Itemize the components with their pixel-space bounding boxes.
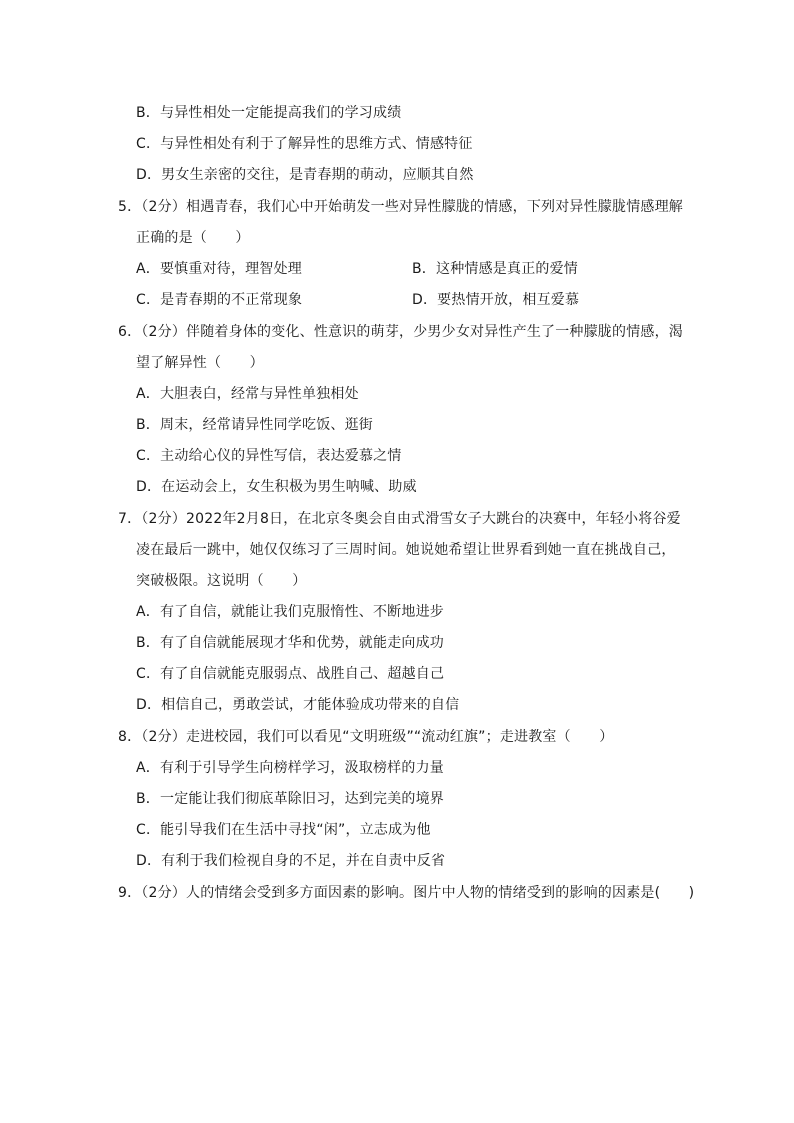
q8-option-b: B．一定能让我们彻底革除旧习，达到完美的境界 xyxy=(136,791,445,807)
q8-option-d: D．有利于我们检视自身的不足，并在自责中反省 xyxy=(136,853,446,869)
q6-stem-line1: 6．（2分）伴随着身体的变化、性意识的萌芽，少男少女对异性产生了一种朦胧的情感，渴 xyxy=(118,324,684,340)
q5-stem-line1: 5．（2分）相遇青春，我们心中开始萌发一些对异性朦胧的情感，下列对异性朦胧情感理解 xyxy=(118,199,684,215)
q7-option-c: C．有了自信就能克服弱点、战胜自己、超越自己 xyxy=(136,666,445,682)
q4-option-c: C．与异性相处有利于了解异性的思维方式、情感特征 xyxy=(136,136,473,152)
q6-option-b: B．周末，经常请异性同学吃饭、逛街 xyxy=(136,417,374,433)
q7-option-d: D．相信自己，勇敢尝试，才能体验成功带来的自信 xyxy=(136,697,460,713)
q7-option-a: A．有了自信，就能让我们克服惰性、不断地进步 xyxy=(136,604,444,620)
q7-option-b: B．有了自信就能展现才华和优势，就能走向成功 xyxy=(136,635,445,651)
q8-option-a: A．有利于引导学生向榜样学习，汲取榜样的力量 xyxy=(136,760,444,776)
q7-stem-line1: 7．（2分）2022年2月8日，在北京冬奥会自由式滑雪女子大跳台的决赛中，年轻小将谷爱 xyxy=(118,511,681,527)
q5-option-a: A．要慎重对待，理智处理 xyxy=(136,261,302,277)
q6-stem-line2: 望了解异性（ ） xyxy=(136,355,264,371)
q5-stem-line2: 正确的是（ ） xyxy=(136,230,250,246)
q8-stem-line1: 8．（2分）走进校园，我们可以看见“文明班级”“流动红旗”；走进教室（ ） xyxy=(118,729,614,745)
q4-option-b: B．与异性相处一定能提高我们的学习成绩 xyxy=(136,105,402,121)
q5-option-d: D．要热情开放，相互爱慕 xyxy=(412,292,580,308)
q5-option-b: B．这种情感是真正的爱情 xyxy=(412,261,579,277)
q6-option-d: D．在运动会上，女生积极为男生呐喊、助威 xyxy=(136,479,417,495)
q4-option-d: D．男女生亲密的交往，是青春期的萌动，应顺其自然 xyxy=(136,167,474,183)
q7-stem-line3: 突破极限。这说明（ ） xyxy=(136,573,307,589)
q7-stem-line2: 凌在最后一跳中，她仅仅练习了三周时间。她说她希望让世界看到她一直在挑战自己， xyxy=(136,542,676,558)
q6-option-c: C．主动给心仪的异性写信，表达爱慕之情 xyxy=(136,448,402,464)
q8-option-c: C．能引导我们在生活中寻找“闲”，立志成为他 xyxy=(136,822,431,838)
q9-stem-line1: 9．（2分）人的情绪会受到多方面因素的影响。图片中人物的情绪受到的影响的因素是( ) xyxy=(118,885,695,901)
q6-option-a: A．大胆表白，经常与异性单独相处 xyxy=(136,386,359,402)
q5-option-c: C．是青春期的不正常现象 xyxy=(136,292,303,308)
